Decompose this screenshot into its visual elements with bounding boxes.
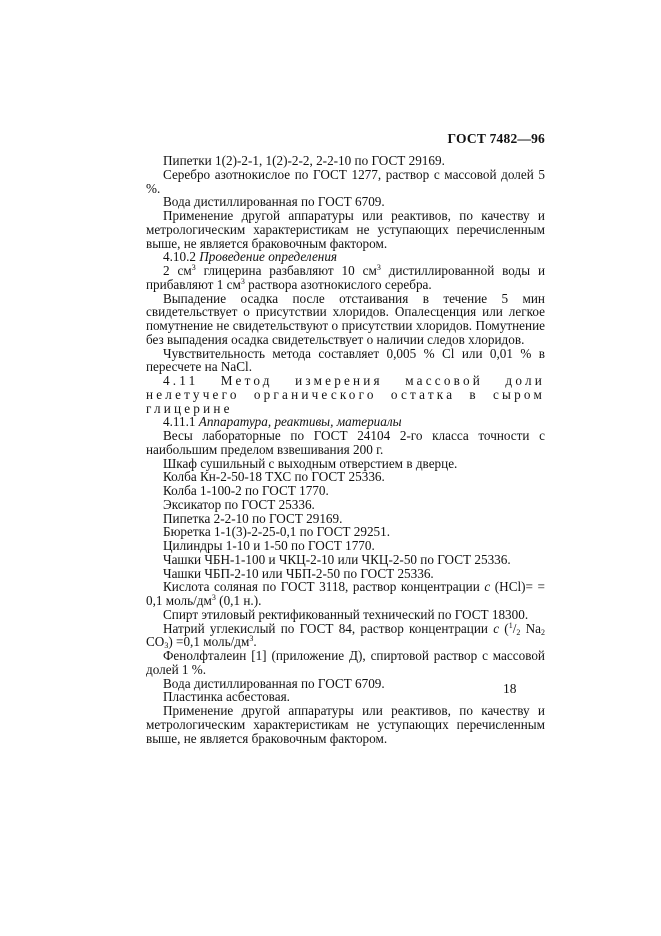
- paragraph-procedure: [146, 264, 545, 292]
- paragraph-ethanol: Спирт этиловый ректификованный технический по ГОСТ 18300.: [163, 606, 529, 622]
- paragraph-phenolphthalein: Фенолфталеин [1] (приложение Д), спиртовой раствор с массовой долей 1 %.: [146, 648, 545, 677]
- paragraph-pipette: Пипетка 2-2-10 по ГОСТ 29169.: [163, 510, 343, 526]
- text-run: (: [499, 620, 509, 636]
- paragraph-dishes-chbn: Чашки ЧБН-1-100 и ЧКЦ-2-10 или ЧКЦ-2-50 по ГОСТ 25336.: [163, 551, 511, 567]
- page-number: 18: [503, 681, 517, 696]
- paragraph-asbestos-plate: Пластинка асбестовая.: [163, 689, 290, 705]
- superscript: 3: [191, 263, 196, 272]
- paragraph-burette: Бюретка 1-1(3)-2-25-0,1 по ГОСТ 29251.: [163, 524, 391, 540]
- section-title: Проведение определения: [199, 249, 338, 265]
- text-run: дистиллированной воды и прибавляют 1 см: [146, 263, 546, 292]
- paragraph-precipitate: Выпадение осадка после отстаивания в течение 5 мин свидетельствует о присутствии хлоридов. Опалесценция или легкое помутнение не свидетельствуют о присутствии хлоридов. Помутнение без выпадения осадка свидетельствует о наличии следов хлоридов.: [146, 290, 545, 347]
- text-run: 2 см: [163, 263, 192, 278]
- document-body: [146, 154, 545, 745]
- section-4-10-2-heading: [146, 250, 545, 264]
- text-run: (HCl)= = 0,1 моль/дм: [146, 579, 545, 608]
- text-run: раствора азотнокислого серебра.: [244, 276, 432, 292]
- text-run: Кислота соляная по ГОСТ 3118, раствор концентрации: [163, 579, 485, 595]
- paragraph-scales: Весы лабораторные по ГОСТ 24104 2-го класса точности с наибольшим пределом взвешивания 200 г.: [146, 428, 545, 457]
- section-4-11-heading: 4.11 Метод измерения массовой доли нелетучего органического остатка в сыром глицерине: [146, 373, 545, 416]
- paragraph-pipettes: Пипетки 1(2)-2-1, 1(2)-2-2, 2-2-10 по ГОСТ 29169.: [163, 153, 445, 168]
- superscript: 3: [376, 263, 381, 272]
- text-run: Натрий углекислый по ГОСТ 84, раствор концентрации: [163, 620, 494, 636]
- text-run: /: [512, 620, 517, 636]
- text-run: ) =0,1 моль/дм: [168, 634, 250, 650]
- paragraph-distilled-water: Вода дистиллированная по ГОСТ 6709.: [163, 194, 385, 210]
- paragraph-hydrochloric-acid: [146, 580, 545, 608]
- text-run: c: [484, 579, 491, 595]
- text-run: (0,1 н.).: [215, 593, 262, 608]
- paragraph-silver-nitrate: Серебро азотнокислое по ГОСТ 1277, раствор с массовой долей 5 %.: [146, 166, 545, 196]
- text-run: CO: [146, 634, 165, 650]
- text-run: глицерина разбавляют 10 см: [195, 263, 377, 278]
- superscript: 3: [249, 634, 254, 644]
- paragraph-flask-kn: Колба Кн-2-50-18 ТХС по ГОСТ 25336.: [163, 469, 385, 485]
- section-4-11-1-heading: [146, 415, 545, 429]
- subscript: 2: [540, 627, 545, 637]
- paragraph-sodium-carbonate: [146, 622, 545, 650]
- paragraph-cylinders: Цилиндры 1-10 и 1-50 по ГОСТ 1770.: [163, 538, 375, 553]
- paragraph-dishes-chbp: Чашки ЧБП-2-10 или ЧБП-2-50 по ГОСТ 25336.: [163, 565, 434, 581]
- text-run: c: [493, 620, 500, 636]
- document-code-header: ГОСТ 7482—96: [447, 131, 545, 146]
- paragraph-alternative-equipment-2: Применение другой аппаратуры или реактивов, по качеству и метрологическим характеристикам не уступающих перечисленным выше, не является браковочным фактором.: [146, 703, 545, 746]
- section-title: Аппаратура, реактивы, материалы: [198, 414, 402, 430]
- text-run: Na: [520, 620, 541, 636]
- paragraph-alternative-equipment: Применение другой аппаратуры или реактивов, по качеству и метрологическим характеристикам не уступающих перечисленным выше, не является браковочным фактором.: [146, 208, 545, 251]
- superscript: 3: [211, 593, 216, 602]
- subscript: 2: [516, 627, 521, 637]
- paragraph-distilled-water-2: Вода дистиллированная по ГОСТ 6709.: [163, 675, 385, 691]
- paragraph-desiccator: Эксикатор по ГОСТ 25336.: [163, 496, 315, 512]
- paragraph-drying-cabinet: Шкаф сушильный с выходным отверстием в дверце.: [163, 455, 458, 471]
- superscript: 1: [508, 620, 513, 630]
- section-number: 4.11.1: [163, 414, 196, 430]
- text-run: .: [253, 634, 257, 650]
- superscript: 3: [240, 276, 245, 286]
- subscript: 3: [164, 641, 169, 651]
- paragraph-flask-1-100: Колба 1-100-2 по ГОСТ 1770.: [163, 483, 329, 498]
- section-number: 4.10.2: [163, 249, 196, 265]
- paragraph-sensitivity: Чувствительность метода составляет 0,005 % Cl или 0,01 % в пересчете на NaCl.: [146, 345, 545, 375]
